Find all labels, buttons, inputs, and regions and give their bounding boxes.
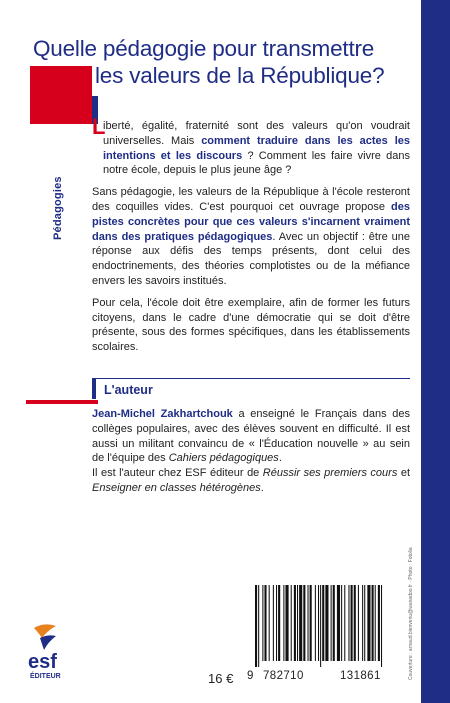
barcode-bar — [297, 585, 298, 661]
barcode-bar — [255, 585, 257, 667]
barcode-bar — [262, 585, 263, 661]
price: 16 € — [208, 671, 234, 686]
cover-credit-text: Couverture : arnaud.bienvenu@wanadoo.fr · Photo : Fotolia — [408, 547, 414, 680]
barcode-bar — [258, 585, 259, 667]
barcode-bar — [285, 585, 288, 661]
barcode-bar — [325, 585, 328, 661]
barcode-bar — [291, 585, 292, 661]
author-name: Jean-Michel Zakhartchouk — [92, 408, 233, 420]
barcode-bar — [264, 585, 266, 661]
series-tag — [52, 160, 72, 240]
barcode-bar — [303, 585, 305, 661]
author-bio-paragraph-1: Jean-Michel Zakhartchouk a enseigné le Français dans des collèges populaires, avec des élèves souvent en difficulté. Il est aussi un militant convaincu de « l'Éducation nouvelle » au sein de l'équipe des Cahiers pédagogiques. — [92, 408, 410, 465]
barcode-bar — [278, 585, 280, 661]
summary-paragraph-2: Sans pédagogie, les valeurs de la République à l'école resteront des coquilles vides. C'est pourquoi cet ouvrage propose des pistes concrètes pour que ces valeurs s'incarnent vraiment dans des pratiques pédagogiques. Avec un objectif : être une réponse aux défis des temps présents, dont celui des endoctrinements, des théories complotistes ou de la méfiance envers les savoirs institués. — [92, 186, 410, 287]
barcode-bar — [315, 585, 316, 661]
author-divider — [92, 378, 410, 379]
barcode-bar — [308, 585, 309, 661]
barcode-bar — [318, 585, 319, 661]
barcode-bar — [273, 585, 274, 661]
summary-paragraph-1: L iberté, égalité, fraternité sont des valeurs qu'on voudrait universelles. Mais comment traduire dans les actes les intentions et les discours ? Comment les faire vivre dans notre école, depuis le plus jeune âge ? — [92, 114, 410, 177]
title-line-2: les valeurs de la République? — [95, 63, 385, 88]
barcode-bar — [344, 585, 345, 661]
title-line-1: Quelle pédagogie pour transmettre — [33, 36, 375, 61]
barcode-bar — [320, 585, 321, 667]
author-bio — [92, 407, 410, 496]
isbn-group-2: 131861 — [340, 670, 381, 682]
series-tag-label: Pédagogies — [52, 176, 64, 240]
barcode-bar — [367, 585, 370, 661]
isbn-group-1: 782710 — [263, 670, 304, 682]
barcode-bar — [358, 585, 359, 661]
summary-text — [92, 114, 410, 362]
barcode-bar — [283, 585, 284, 661]
author-marker — [92, 379, 96, 399]
author-red-line — [26, 400, 98, 404]
logo-letters: esf — [28, 651, 57, 673]
author-bio-paragraph-2: Il est l'auteur chez ESF éditeur de Réussir ses premiers cours et Enseigner en classes hétérogènes. — [92, 467, 410, 494]
red-accent-block — [30, 66, 92, 124]
isbn-first-digit: 9 — [247, 670, 254, 682]
barcode-bar — [348, 585, 349, 661]
publisher-logo — [26, 620, 70, 682]
barcode-bar — [269, 585, 270, 661]
drop-cap: L — [92, 114, 106, 139]
barcode-bar — [299, 585, 302, 661]
esf-logo-icon — [26, 620, 70, 682]
barcode-bar — [351, 585, 353, 661]
barcode-bar — [333, 585, 335, 661]
barcode-bar — [362, 585, 363, 661]
barcode-bar — [322, 585, 324, 661]
barcode-bar — [354, 585, 356, 661]
logo-subtitle: ÉDITEUR — [30, 673, 61, 680]
summary-paragraph-3: Pour cela, l'école doit être exemplaire, afin de former les futurs citoyens, dans le cadre d'une démocratie qui se doit d'être présente, sous des formes spécifiques, dans les établissements scolaires. — [92, 296, 410, 354]
barcode-bar — [372, 585, 374, 661]
author-heading: L'auteur — [104, 383, 153, 397]
barcode-bar — [331, 585, 332, 661]
barcode-bar — [276, 585, 277, 661]
barcode-bar — [294, 585, 296, 661]
barcode-bar — [364, 585, 365, 661]
barcode-icon — [253, 585, 413, 667]
barcode-bar — [381, 585, 382, 667]
barcode-bar — [378, 585, 380, 661]
barcode-bar — [375, 585, 376, 661]
barcode-bar — [341, 585, 342, 661]
barcode-bar — [337, 585, 340, 661]
barcode-bar — [310, 585, 312, 661]
spine-band — [421, 0, 450, 703]
isbn-barcode — [253, 585, 413, 667]
